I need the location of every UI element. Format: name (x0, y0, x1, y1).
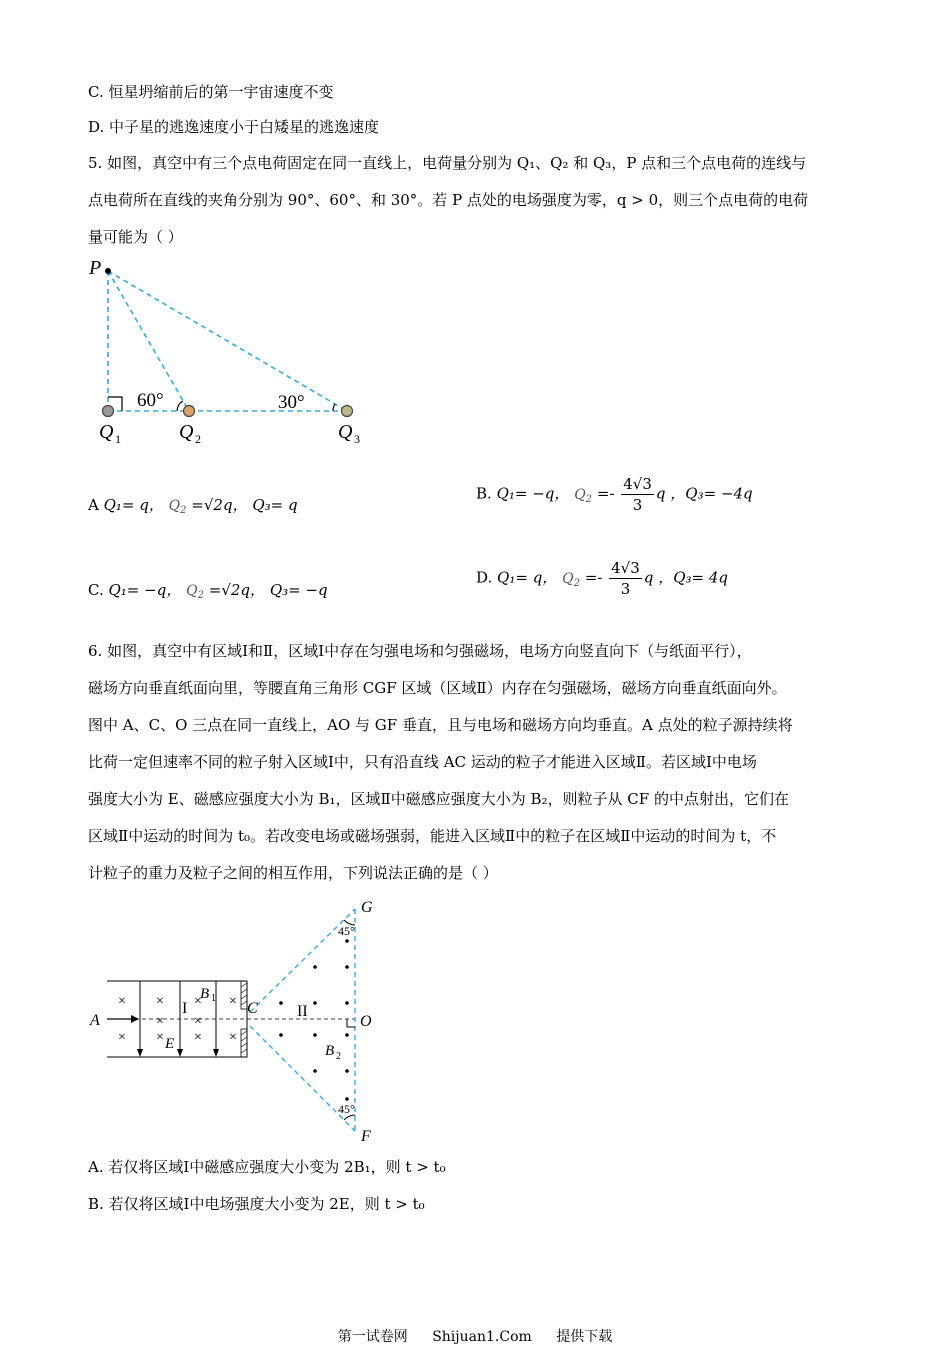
option-d-den: 3 (620, 580, 631, 598)
label-p: P (89, 257, 102, 279)
svg-text:×: × (194, 1014, 202, 1029)
q6-line2: 磁场方向垂直纸面向里，等腰直角三角形 CGF 区域（区域Ⅱ）内存在匀强磁场，磁场方向垂直纸面向外。 (88, 679, 787, 697)
option-b-den: 3 (632, 496, 643, 514)
footer-note: 提供下载 (556, 1329, 613, 1345)
svg-text:×: × (194, 1030, 202, 1045)
option-d-label: D. (476, 568, 493, 587)
angle-arc-30 (333, 404, 335, 411)
label-region-2: II (297, 1003, 308, 1020)
label-b2-sub: 2 (336, 1051, 341, 1062)
svg-text:×: × (118, 994, 126, 1009)
svg-text:×: × (229, 994, 237, 1009)
label-angle-60: 60° (137, 390, 164, 411)
q5-line2: 点电荷所在直线的夹角分别为 90°、60°、和 30°。若 P 点处的电场强度为零，q > 0，则三个点电荷的电荷 (88, 191, 809, 209)
label-q3-sub: 3 (354, 432, 360, 446)
label-q1-sub: 1 (115, 432, 121, 446)
figure-q5-charges (85, 255, 385, 455)
q5-option-c[interactable] (88, 580, 328, 601)
label-b1-sub: 1 (211, 993, 216, 1004)
option-b-label: B. (476, 484, 492, 503)
option-c-prev: C. 恒星坍缩前后的第一宇宙速度不变 (88, 83, 334, 101)
svg-text:×: × (194, 994, 202, 1009)
option-a-q2-symbol: $Q_2$ (168, 498, 187, 516)
svg-text:×: × (156, 1014, 164, 1029)
option-d-prev: D. 中子星的逃逸速度小于白矮星的逃逸速度 (88, 118, 380, 136)
footer-site: 第一试卷网 (337, 1329, 408, 1345)
option-d-q2-symbol: $Q_2$ (562, 570, 580, 589)
option-a-q3: Q₃= q (252, 496, 298, 514)
svg-text:×: × (229, 1030, 237, 1045)
label-q3: Q (338, 421, 353, 443)
svg-text:×: × (118, 1030, 126, 1045)
option-c-label: C. (88, 581, 104, 599)
page-footer (0, 1326, 950, 1346)
option-b-q3: ，Q₃= −4q (670, 484, 753, 503)
option-b-q2-sign: =- (596, 484, 615, 503)
option-a-q2-value: =√2q， (191, 496, 248, 514)
label-o: O (360, 1013, 372, 1030)
charge-q2 (184, 406, 195, 417)
option-b-q1: Q₁= −q， (496, 484, 570, 503)
angle-arc-60 (177, 401, 183, 411)
q5-option-d[interactable]: D. Q₁= q， $Q_2$ =- $\frac{4√3}{3}$ q ，Q₃= 4q (476, 559, 728, 598)
label-a: A (90, 1012, 100, 1029)
q6-line6: 区域Ⅱ中运动的时间为 t₀。若改变电场或磁场强弱，能进入区域Ⅱ中的粒子在区域Ⅱ中运动的时间为 t，不 (88, 827, 777, 845)
q6-option-b[interactable]: B. 若仅将区域Ⅰ中电场强度大小变为 2E，则 t > t₀ (88, 1195, 425, 1213)
q6-line3: 图中 A、C、O 三点在同一直线上，AO 与 GF 垂直，且与电场和磁场方向均垂直。A 点处的粒子源持续将 (88, 716, 793, 734)
q6-line7: 计粒子的重力及粒子之间的相互作用，下列说法正确的是（ ） (88, 864, 498, 882)
label-f: F (361, 1128, 371, 1145)
label-q1: Q (99, 421, 114, 443)
label-angle-30: 30° (278, 392, 305, 413)
q5-line1: 5. 如图，真空中有三个点电荷固定在同一直线上，电荷量分别为 Q₁、Q₂ 和 Q₃，P 点和三个点电荷的连线与 (88, 154, 807, 172)
q6-line1: 6. 如图，真空中有区域Ⅰ和Ⅱ，区域Ⅰ中存在匀强电场和匀强磁场，电场方向竖直向下（与纸面平行）， (88, 642, 752, 660)
q5-line3: 量可能为（ ） (88, 228, 183, 246)
label-b2: B (325, 1043, 335, 1059)
svg-text:×: × (156, 994, 164, 1009)
option-c-q2-value: =√2q， (208, 581, 266, 599)
label-g: G (361, 899, 373, 916)
option-a-q1: Q₁= q， (103, 496, 164, 514)
svg-text:×: × (156, 1030, 164, 1045)
label-angle-top: 45° (338, 924, 355, 938)
label-q2-sub: 2 (195, 432, 201, 446)
option-d-num: 4√3 (611, 559, 640, 577)
label-q2: Q (179, 421, 194, 443)
option-c-q2-symbol: $Q_2$ (186, 583, 204, 601)
q5-option-b[interactable]: B. Q₁= −q， $Q_2$ =- $\frac{4√3}{3}$ q ，Q₃= −4q (476, 475, 753, 514)
point-p (105, 268, 111, 274)
option-d-q1: Q₁= q， (497, 568, 558, 587)
option-b-fraction (621, 474, 654, 515)
option-a-label: A (88, 496, 99, 514)
option-d-q3: ，Q₃= 4q (658, 568, 728, 587)
figure-q6-fields (85, 895, 385, 1145)
option-b-q2-symbol: $Q_2$ (574, 486, 593, 505)
q6-line5: 强度大小为 E、磁感应强度大小为 B₁，区域Ⅱ中磁感应强度大小为 B₂，则粒子从 CF 的中点射出，它们在 (88, 790, 789, 808)
option-c-q1: Q₁= −q， (108, 581, 182, 599)
charge-q3 (342, 406, 353, 417)
q6-option-a[interactable]: A. 若仅将区域Ⅰ中磁感应强度大小变为 2B₁，则 t > t₀ (88, 1158, 446, 1176)
option-d-fraction (609, 558, 642, 599)
label-c: C (247, 1000, 258, 1017)
option-d-q2-sign: =- (584, 568, 603, 587)
q6-line4: 比荷一定但速率不同的粒子射入区域Ⅰ中，只有沿直线 AC 运动的粒子才能进入区域Ⅱ。若区域Ⅰ中电场 (88, 753, 757, 771)
option-b-num: 4√3 (623, 475, 652, 493)
q5-option-a[interactable] (88, 495, 298, 516)
label-region-1: I (182, 1000, 188, 1017)
label-b1: B (200, 986, 210, 1002)
label-angle-bottom: 45° (338, 1102, 355, 1116)
option-c-q3: Q₃= −q (269, 581, 328, 599)
footer-domain[interactable]: Shijuan1.Com (432, 1329, 532, 1345)
charge-q1 (103, 406, 114, 417)
label-e: E (165, 1036, 175, 1052)
